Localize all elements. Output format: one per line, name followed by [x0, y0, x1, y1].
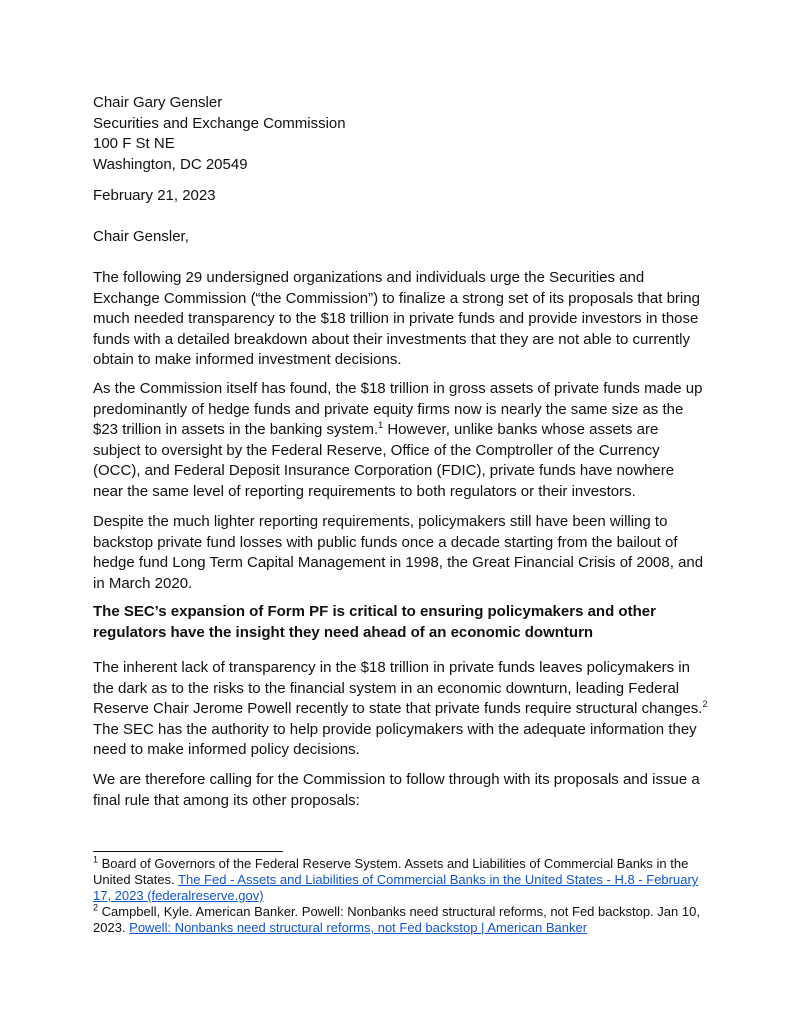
footnote-line	[93, 920, 708, 936]
paragraph-private-funds-size	[93, 379, 708, 502]
footnote-2	[93, 904, 708, 936]
footnote-line	[93, 888, 708, 904]
footnote-divider	[93, 851, 283, 852]
footnote-link-fed[interactable]: The Fed - Assets and Liabilities of Commercial Banks in the United States - H.8 - February	[178, 872, 699, 887]
footnote-marker: 2	[93, 902, 99, 913]
footnote-line	[93, 872, 708, 888]
section-heading: The SEC’s expansion of Form PF is critical to ensuring policymakers and other regulators have the insight they need ahead of an economic downturn	[93, 603, 656, 641]
paragraph-text: As the Commission itself has found, the $18 trillion in gross assets of private funds made up predominantly of hedge funds and private equity firms now is nearly the same size as the $23 trillion in assets in the banking system.	[93, 380, 703, 438]
paragraph-backstop: Despite the much lighter reporting requirements, policymakers still have been willing to backstop private fund losses with public funds once a decade starting from the bailout of hedge fund Long Term Capital Management in 1998, the Great Financial Crisis of 2008, and in March 2020.	[93, 513, 704, 592]
footnote-link-fed-continued[interactable]: 17, 2023 (federalreserve.gov)	[93, 888, 264, 903]
paragraph-text: The inherent lack of transparency in the $18 trillion in private funds leaves policymakers in the dark as to the risks to the financial system in an economic downturn, leading Federal Reserve Chair Jerome Powell recently to state that private funds require structural changes.	[93, 659, 703, 717]
footnote-1	[93, 856, 708, 904]
footnote-line	[93, 856, 708, 872]
footnote-link-american-banker[interactable]: Powell: Nonbanks need structural reforms, not Fed backstop | American Banker	[129, 920, 588, 935]
salutation: Chair Gensler,	[93, 228, 189, 245]
footnote-marker: 1	[93, 854, 99, 865]
footnotes	[93, 856, 708, 936]
footnote-text: 2023.	[93, 920, 130, 935]
address-line-name: Chair Gary Gensler	[93, 94, 223, 111]
address-line-city: Washington, DC 20549	[93, 155, 248, 173]
footnote-ref-1: 1	[378, 420, 384, 430]
footnote-text: Campbell, Kyle. American Banker. Powell: Nonbanks need structural reforms, not Fed backstop. Jan 10,	[98, 904, 700, 919]
recipient-address	[93, 93, 708, 175]
paragraph-text: However, unlike banks whose assets are subject to oversight by the Federal Reserve, Office of the Comptroller of the Currency (OCC), and Federal Deposit Insurance Corporation (FDIC), private funds have nowhere near the same level of reporting requirements to both regulators or their investors.	[93, 421, 675, 500]
paragraph-transparency	[93, 658, 708, 761]
footnote-line	[93, 904, 708, 920]
letter-date: February 21, 2023	[93, 187, 216, 204]
paragraph-call-to-action: We are therefore calling for the Commission to follow through with its proposals and issue a final rule that among its other proposals:	[93, 771, 700, 809]
paragraph-intro: The following 29 undersigned organizations and individuals urge the Securities and Exchange Commission (“the Commission”) to finalize a strong set of its proposals that bring much needed transparency to the $18 trillion in private funds and provide investors in those funds with a detailed breakdown about their investments that they are not able to currently obtain to make informed investment decisions.	[93, 269, 700, 368]
paragraph-text: The SEC has the authority to help provide policymakers with the adequate information they need to make informed policy decisions.	[93, 720, 697, 758]
footnote-ref-2: 2	[702, 699, 708, 709]
address-line-street: 100 F St NE	[93, 135, 175, 152]
footnote-text: Board of Governors of the Federal Reserve System. Assets and Liabilities of Commercial Banks in the	[98, 856, 689, 871]
address-line-organization: Securities and Exchange Commission	[93, 114, 346, 132]
footnote-text: United States.	[93, 872, 179, 887]
